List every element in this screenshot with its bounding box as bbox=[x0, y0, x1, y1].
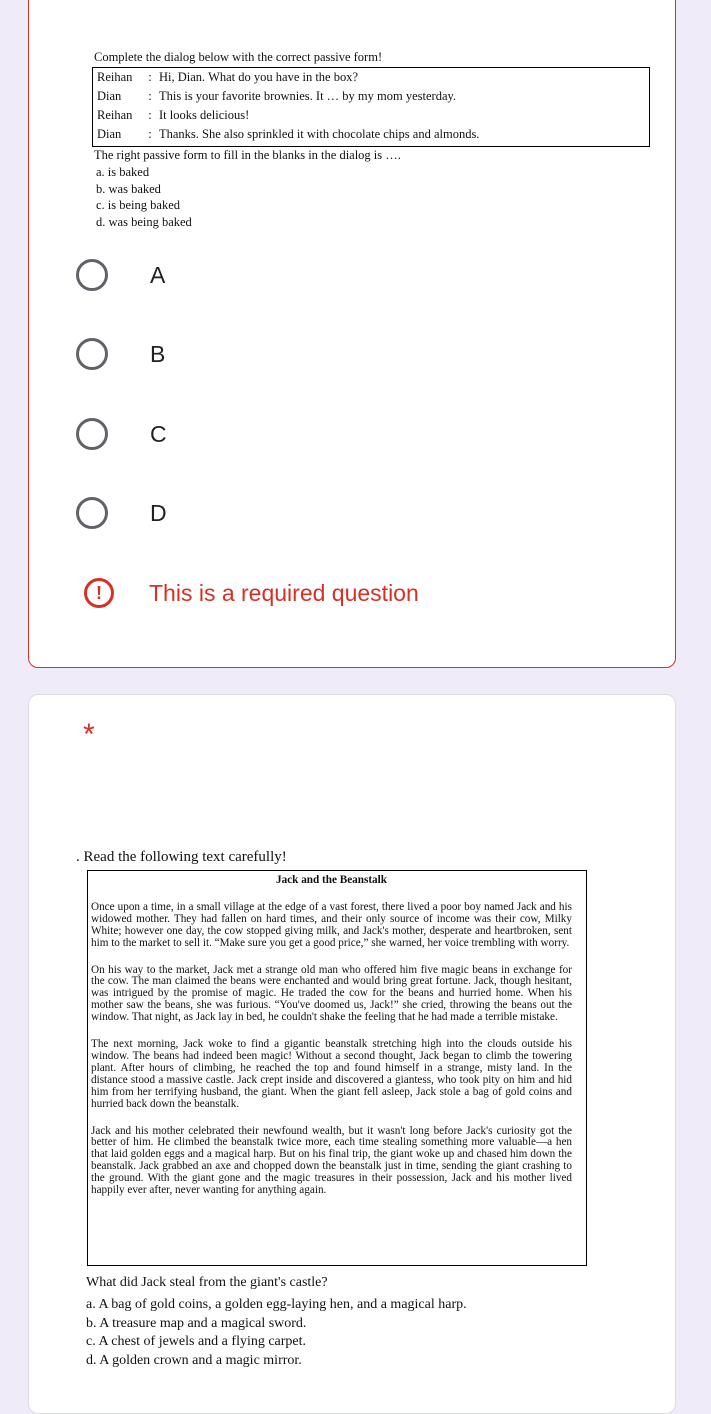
dialog-row bbox=[93, 125, 649, 144]
question-option-list bbox=[86, 1296, 467, 1371]
radio-button[interactable] bbox=[76, 418, 108, 450]
question-option-list bbox=[96, 164, 586, 230]
question-option: a. is baked bbox=[96, 165, 150, 179]
dialog-colon: : bbox=[148, 70, 152, 84]
radio-option-d[interactable] bbox=[76, 497, 167, 529]
dialog-text: This is your favorite brownies. It … by my mom yesterday. bbox=[159, 89, 457, 103]
radio-label[interactable]: A bbox=[150, 261, 166, 288]
required-error bbox=[84, 578, 419, 608]
question-option: d. was being baked bbox=[96, 214, 192, 229]
dialog-speaker: Reihan bbox=[97, 108, 133, 122]
story-box bbox=[87, 870, 587, 1266]
dialog-speaker: Dian bbox=[97, 89, 122, 103]
question-option: a. A bag of gold coins, a golden egg-laying hen, and a magical harp. bbox=[86, 1297, 467, 1312]
radio-button[interactable] bbox=[76, 497, 108, 529]
question-instruction: Complete the dialog below with the correct passive form! bbox=[94, 50, 383, 64]
radio-option-c[interactable] bbox=[76, 418, 167, 450]
dialog-box bbox=[92, 67, 650, 147]
story-title: Jack and the Beanstalk bbox=[276, 874, 387, 886]
question-option: c. A chest of jewels and a flying carpet. bbox=[86, 1334, 307, 1350]
radio-label[interactable]: C bbox=[150, 420, 167, 447]
required-message: This is a required question bbox=[149, 579, 419, 606]
dialog-speaker: Reihan bbox=[97, 70, 133, 84]
radio-label[interactable]: D bbox=[150, 499, 167, 526]
dialog-row bbox=[93, 87, 649, 106]
story-paragraph: Jack and his mother celebrated their newfound wealth, but it wasn't long before Jack's curiosity got the better of him. He climbed the beanstalk twice more, each time stealing something more valuable—a hen that laid golden eggs and a magical harp. But on his final trip, the giant woke up and chased him down the beanstalk. Jack grabbed an axe and chopped down the beanstalk just in time, sending the giant crashing to the ground. With the giant gone and the magic treasures in their possession, Jack and his mother lived happily ever after, never wanting for anything again. bbox=[91, 1124, 572, 1197]
question-option: b. A treasure map and a magical sword. bbox=[86, 1315, 307, 1331]
radio-button[interactable] bbox=[76, 259, 108, 291]
dialog-text: Thanks. She also sprinkled it with chocolate chips and almonds. bbox=[159, 127, 480, 141]
radio-option-b[interactable] bbox=[76, 338, 165, 370]
dialog-colon: : bbox=[148, 127, 152, 141]
story-paragraph: Once upon a time, in a small village at the edge of a vast forest, there lived a poor boy named Jack and his widowed mother. They had fallen on hard times, and their only source of income was their cow, Milky White; however one day, the cow stopped giving milk, and Jack's mother, desperate and heartbroken, sent him to the market to sell it. “Make sure you get a good price,” she warned, her voice trembling with worry. bbox=[91, 900, 572, 949]
radio-option-a[interactable] bbox=[76, 259, 165, 291]
dialog-text: It looks delicious! bbox=[159, 108, 250, 122]
dialog-text: Hi, Dian. What do you have in the box? bbox=[159, 70, 359, 84]
story-paragraph: The next morning, Jack woke to find a gigantic beanstalk stretching high into the clouds outside his window. The beans had indeed been magic! Without a second thought, Jack began to climb the towering plant. After hours of climbing, he reached the top and found himself in a strange, misty land. In the distance stood a massive castle. Jack crept inside and discovered a giantess, who took pity on him and hid him from her terrifying husband, the giant. When the giant fell asleep, Jack stole a bag of gold coins and hurried back down the beanstalk. bbox=[91, 1038, 572, 1110]
dialog-colon: : bbox=[148, 108, 152, 122]
error-icon: ! bbox=[84, 578, 114, 608]
question-prompt: The right passive form to fill in the blanks in the dialog is …. bbox=[94, 148, 401, 162]
story-paragraph: On his way to the market, Jack met a strange old man who offered him five magic beans in exchange for the cow. The man claimed the beans were enchanted and would bring great fortune. Jack, though hesitant, was intrigued by the promise of magic. He traded the cow for the beans and hurried home. When his mother saw the beans, she was furious. “You've doomed us, Jack!” she cried, throwing the beans out the window. That night, as Jack lay in bed, he couldn't shake the feeling that he had made a terrible mistake. bbox=[91, 963, 572, 1024]
dialog-row bbox=[93, 68, 649, 87]
question-image-1 bbox=[66, 50, 586, 230]
question-text: What did Jack steal from the giant's castle? bbox=[86, 1275, 328, 1290]
question-option: d. A golden crown and a magic mirror. bbox=[86, 1353, 302, 1369]
question-option: c. is being baked bbox=[96, 198, 181, 212]
radio-label[interactable]: B bbox=[150, 340, 166, 367]
question-option: b. was baked bbox=[96, 181, 161, 196]
reading-instruction: . Read the following text carefully! bbox=[76, 849, 287, 865]
radio-button[interactable] bbox=[76, 338, 108, 370]
required-asterisk: * bbox=[83, 718, 95, 751]
dialog-speaker: Dian bbox=[97, 127, 122, 141]
dialog-row bbox=[93, 106, 649, 125]
dialog-colon: : bbox=[148, 89, 152, 103]
